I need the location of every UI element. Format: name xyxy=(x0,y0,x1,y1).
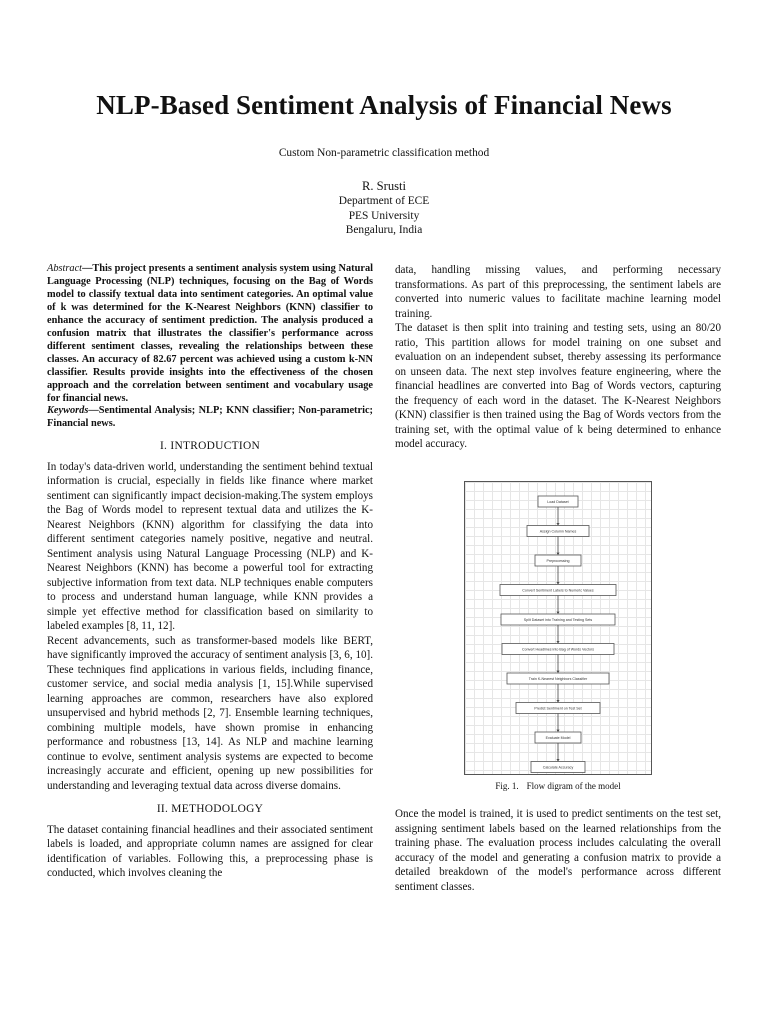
keywords-label: Keywords xyxy=(47,405,89,417)
keywords xyxy=(47,405,373,431)
author-block xyxy=(0,178,768,238)
flow-step-label: Load Dataset xyxy=(547,499,569,504)
left-column xyxy=(47,263,373,881)
figure-caption xyxy=(395,779,721,794)
abstract xyxy=(47,263,373,405)
flow-step-label: Convert Sentiment Labels to Numeric Values xyxy=(522,587,594,592)
right-column xyxy=(395,263,721,894)
keywords-text: Sentimental Analysis; NLP; KNN classifier; Non-parametric; Financial news. xyxy=(47,405,373,430)
flow-step-label: Evaluate Model xyxy=(545,735,571,740)
figure-caption-text: Flow digram of the model xyxy=(526,780,621,791)
figure-number: Fig. 1. xyxy=(495,780,519,791)
author-location: Bengaluru, India xyxy=(345,224,423,237)
introduction-paragraph-2: Recent advancements, such as transformer-based models like BERT, have significantly improved the accuracy of sentiment analysis [3, 6, 10]. These techniques find applications in various fields, including finance, customer service, and social media analysis [1, 15].While supervised learning approaches are common, researchers have also explored unsupervised and hybrid methods [2, 7]. Ensemble learning techniques, combining multiple models, have shown promise in enhancing performance and robustness [13, 14]. As NLP and machine learning continue to evolve, sentiment analysis systems are expected to become increasingly accurate and efficient, opening up new possibilities for understanding and leveraging textual data across diverse domains. xyxy=(47,634,373,792)
abstract-label: Abstract xyxy=(47,263,83,274)
keywords-dash: — xyxy=(88,405,99,417)
flow-step-label: Convert Headlines into Bag of Words Vectors xyxy=(521,646,595,651)
flow-diagram xyxy=(465,482,651,774)
flow-step-label: Train K-Nearest Neighbors Classifier xyxy=(528,676,588,681)
introduction-paragraph-1: In today's data-driven world, understanding the sentiment behind textual information is crucial, especially in fields like finance where market sentiment can significantly impact decision-making.The system employs the Bag of Words model to represent textual data and utilizes the K-Nearest Neighbors (KNN) algorithm for classifying the data into different sentiment categories namely positive, negative and neutral. Sentiment analysis using Natural Language Processing (NLP) and K-Nearest Neighbors (KNN) has become a powerful tool for extracting subjective information from text data. NLP techniques enable computers to process and understand human language, while KNN provides a simple yet effective method for classification based on similarity to labeled examples [8, 11, 12]. xyxy=(47,460,373,633)
methodology-paragraph-3: The dataset is then split into training and testing sets, using an 80/20 ratio, This partition allows for model training on one subset and evaluation on an independent subset, thereby assessing its performance on unseen data. The next step involves feature engineering, where the financial headlines are converted into Bag of Words vectors, capturing the frequency of each word in the dataset. The K-Nearest Neighbors (KNN) classifier is then trained using the Bag of Words vectors from the training set, with the optimal value of k being determined to enhance model accuracy. xyxy=(395,322,721,450)
methodology-paragraph-2: data, handling missing values, and performing necessary transformations. As part of this preprocessing, the sentiment labels are converted into numeric values to facilitate machine learning model training. xyxy=(395,264,721,320)
paper-title: NLP-Based Sentiment Analysis of Financial News xyxy=(96,90,672,120)
abstract-text: This project presents a sentiment analysis system using Natural Language Processing (NLP) techniques, focusing on the Bag of Words model to classify textual data into sentiment categories. An optimal value of k was determined for the K-Nearest Neighbors (KNN) classifier to enhance the accuracy of sentiment prediction. The analysis produced a confusion matrix that illustrates the classifier's performance across different sentiment classes, revealing the relationships between these classes. An accuracy of 82.67 percent was achieved using a custom k-NN classifier. Results provide insights into the effectiveness of the chosen approach and the correlation between sentiment and vocabulary usage for financial news. xyxy=(47,263,373,404)
flow-step-label: Assign Column Names xyxy=(539,528,577,533)
flow-diagram-figure xyxy=(464,481,652,775)
flow-step-label: Split Dataset into Training and Testing Sets xyxy=(523,617,593,622)
flow-step-label: Calculate Accuracy xyxy=(542,764,574,769)
abstract-dash: — xyxy=(82,263,93,274)
author-department: Department of ECE xyxy=(338,195,430,207)
author-name: R. Srusti xyxy=(361,179,407,193)
author-university: PES University xyxy=(348,209,420,222)
methodology-paragraph-4: Once the model is trained, it is used to predict sentiments on the test set, assigning sentiment labels based on the learned relationships from the training phase. The evaluation process includes calculating the overall accuracy of the model and generating a confusion matrix to provide a detailed breakdown of the model's performance across different sentiment classes. xyxy=(395,808,721,893)
flow-step-label: Predict Sentiment on Test Set xyxy=(534,705,582,710)
methodology-heading: II. METHODOLOGY xyxy=(156,803,264,816)
flow-step-label: Preprocessing xyxy=(546,558,570,563)
introduction-heading: I. INTRODUCTION xyxy=(159,440,261,453)
paper-subtitle: Custom Non-parametric classification method xyxy=(278,147,490,159)
methodology-paragraph-1: The dataset containing financial headlines and their associated sentiment labels is loaded, and appropriate column names are assigned for clear identification of variables. Following this, a preprocessing phase is conducted, which involves cleaning the xyxy=(47,823,373,880)
